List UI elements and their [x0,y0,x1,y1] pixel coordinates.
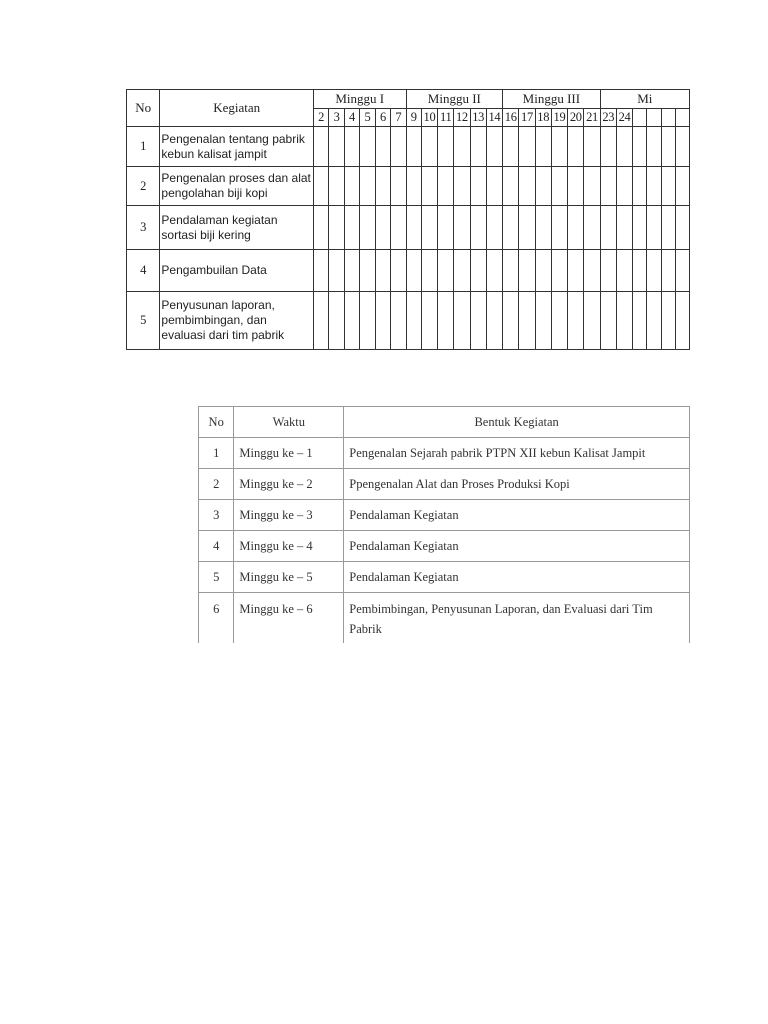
plan-row-waktu: Minggu ke – 1 [234,438,344,469]
plan-row [199,500,690,531]
schedule-row-activity: Pengambuilan Data [160,250,313,292]
schedule-cell [535,206,551,250]
day-number: 14 [486,109,502,127]
schedule-cell [438,292,454,350]
schedule-cell [633,250,647,292]
schedule-header-no: No [127,90,160,127]
schedule-cell [675,250,689,292]
schedule-cell [391,206,406,250]
day-number: 23 [600,109,616,127]
plan-row-bentuk: Pendalaman Kegiatan [344,500,690,531]
plan-row-bentuk: Pembimbingan, Penyusunan Laporan, dan Evaluasi dari Tim Pabrik [344,593,690,644]
schedule-cell [406,206,421,250]
plan-row-waktu: Minggu ke – 5 [234,562,344,593]
schedule-row-no: 3 [127,206,160,250]
plan-row-bentuk: Pendalaman Kegiatan [344,562,690,593]
schedule-cell [600,250,616,292]
schedule-cell [438,250,454,292]
day-number: 20 [568,109,584,127]
day-number-empty [675,109,689,127]
schedule-row-activity: Penyusunan laporan, pembimbingan, dan evaluasi dari tim pabrik [160,292,313,350]
schedule-cell [647,127,661,167]
plan-header-no: No [199,407,234,438]
schedule-row-no: 2 [127,167,160,206]
schedule-row [127,206,690,250]
schedule-cell [406,292,421,350]
schedule-cell [584,206,600,250]
schedule-cell [375,250,390,292]
schedule-cell [486,206,502,250]
schedule-cell [329,206,344,250]
schedule-cell [421,292,437,350]
schedule-cell [568,292,584,350]
day-number: 13 [470,109,486,127]
day-number: 4 [344,109,359,127]
day-number: 9 [406,109,421,127]
day-number: 12 [454,109,470,127]
week-header-2: Minggu II [406,90,502,109]
schedule-cell [600,206,616,250]
schedule-cell [375,167,390,206]
plan-row-no: 5 [199,562,234,593]
schedule-cell [661,167,675,206]
plan-row-no: 3 [199,500,234,531]
schedule-cell [360,167,375,206]
schedule-cell [375,206,390,250]
schedule-row [127,292,690,350]
schedule-cell [344,250,359,292]
schedule-cell [360,127,375,167]
schedule-cell [535,292,551,350]
weekly-plan-table [198,406,690,643]
plan-header-waktu: Waktu [234,407,344,438]
plan-header-bentuk: Bentuk Kegiatan [344,407,690,438]
schedule-cell [675,292,689,350]
schedule-cell [344,167,359,206]
schedule-table-container [126,89,690,351]
schedule-cell [633,127,647,167]
schedule-cell [584,250,600,292]
plan-row [199,562,690,593]
schedule-body [127,127,690,350]
schedule-cell [600,292,616,350]
day-number: 11 [438,109,454,127]
schedule-cell [486,127,502,167]
schedule-cell [360,206,375,250]
schedule-cell [584,292,600,350]
schedule-cell [454,292,470,350]
day-number-empty [633,109,647,127]
schedule-cell [470,292,486,350]
schedule-cell [647,206,661,250]
weekly-plan-container [198,406,690,643]
schedule-cell [675,127,689,167]
schedule-cell [568,127,584,167]
schedule-cell [503,167,519,206]
plan-row-waktu: Minggu ke – 4 [234,531,344,562]
schedule-cell [519,292,535,350]
schedule-cell [313,292,328,350]
schedule-cell [470,206,486,250]
schedule-cell [438,206,454,250]
schedule-cell [616,292,632,350]
schedule-row-no: 5 [127,292,160,350]
plan-header-row [199,407,690,438]
plan-row-waktu: Minggu ke – 2 [234,469,344,500]
schedule-cell [503,292,519,350]
schedule-cell [633,292,647,350]
plan-row [199,531,690,562]
schedule-cell [551,292,567,350]
day-number-empty [661,109,675,127]
schedule-cell [503,206,519,250]
schedule-cell [486,167,502,206]
schedule-cell [519,250,535,292]
schedule-cell [568,250,584,292]
schedule-cell [406,167,421,206]
schedule-cell [406,250,421,292]
plan-row-bentuk: Ppengenalan Alat dan Proses Produksi Kopi [344,469,690,500]
schedule-cell [313,206,328,250]
day-number-empty [647,109,661,127]
schedule-cell [503,250,519,292]
schedule-cell [486,292,502,350]
schedule-row-activity: Pendalaman kegiatan sortasi biji kering [160,206,313,250]
schedule-row [127,167,690,206]
schedule-cell [551,250,567,292]
schedule-cell [344,292,359,350]
week-header-4: Mi [600,90,689,109]
plan-row-waktu: Minggu ke – 3 [234,500,344,531]
plan-row-no: 2 [199,469,234,500]
schedule-cell [647,292,661,350]
week-header-3: Minggu III [503,90,601,109]
plan-row [199,593,690,644]
day-number: 16 [503,109,519,127]
schedule-cell [535,167,551,206]
schedule-cell [454,167,470,206]
schedule-cell [375,127,390,167]
plan-row-bentuk: Pendalaman Kegiatan [344,531,690,562]
schedule-cell [633,167,647,206]
schedule-cell [470,250,486,292]
schedule-cell [661,292,675,350]
schedule-cell [616,167,632,206]
schedule-cell [551,127,567,167]
schedule-header-kegiatan: Kegiatan [160,90,313,127]
schedule-cell [391,127,406,167]
schedule-cell [421,250,437,292]
schedule-table [126,89,690,350]
day-number: 17 [519,109,535,127]
schedule-cell [519,127,535,167]
schedule-cell [329,250,344,292]
schedule-cell [616,250,632,292]
schedule-cell [391,250,406,292]
schedule-cell [391,292,406,350]
schedule-cell [486,250,502,292]
schedule-cell [329,167,344,206]
schedule-cell [329,127,344,167]
schedule-cell [519,167,535,206]
schedule-cell [438,167,454,206]
day-number: 24 [616,109,632,127]
schedule-cell [406,127,421,167]
schedule-cell [421,167,437,206]
schedule-cell [470,167,486,206]
schedule-cell [661,127,675,167]
schedule-cell [675,206,689,250]
week-header-1: Minggu I [313,90,406,109]
schedule-cell [535,250,551,292]
day-number: 10 [421,109,437,127]
schedule-cell [360,250,375,292]
schedule-row-activity: Pengenalan tentang pabrik kebun kalisat jampit [160,127,313,167]
schedule-cell [568,206,584,250]
schedule-cell [647,250,661,292]
schedule-cell [454,206,470,250]
schedule-cell [438,127,454,167]
schedule-cell [313,127,328,167]
schedule-row-activity: Pengenalan proses dan alat pengolahan biji kopi [160,167,313,206]
schedule-cell [313,250,328,292]
schedule-cell [551,206,567,250]
plan-body [199,438,690,644]
schedule-cell [647,167,661,206]
day-number: 5 [360,109,375,127]
schedule-cell [616,206,632,250]
day-number: 21 [584,109,600,127]
plan-row-no: 6 [199,593,234,644]
schedule-cell [633,206,647,250]
schedule-cell [344,127,359,167]
schedule-week-header-row [127,90,690,109]
schedule-cell [661,250,675,292]
schedule-cell [519,206,535,250]
day-number: 7 [391,109,406,127]
day-number: 6 [375,109,390,127]
schedule-row [127,250,690,292]
plan-row-waktu: Minggu ke – 6 [234,593,344,644]
schedule-cell [600,127,616,167]
schedule-row-no: 1 [127,127,160,167]
plan-row [199,469,690,500]
schedule-cell [454,127,470,167]
schedule-row-no: 4 [127,250,160,292]
schedule-cell [470,127,486,167]
schedule-cell [616,127,632,167]
schedule-cell [391,167,406,206]
schedule-cell [503,127,519,167]
day-number: 3 [329,109,344,127]
schedule-cell [675,167,689,206]
day-number: 2 [313,109,328,127]
schedule-row [127,127,690,167]
schedule-cell [535,127,551,167]
plan-row-no: 1 [199,438,234,469]
schedule-cell [421,127,437,167]
schedule-cell [551,167,567,206]
day-number: 19 [551,109,567,127]
schedule-cell [360,292,375,350]
day-number: 18 [535,109,551,127]
plan-row [199,438,690,469]
schedule-cell [421,206,437,250]
schedule-cell [600,167,616,206]
schedule-cell [584,167,600,206]
schedule-cell [344,206,359,250]
plan-row-no: 4 [199,531,234,562]
schedule-cell [329,292,344,350]
schedule-cell [313,167,328,206]
schedule-cell [454,250,470,292]
schedule-cell [568,167,584,206]
schedule-cell [584,127,600,167]
schedule-cell [375,292,390,350]
plan-row-bentuk: Pengenalan Sejarah pabrik PTPN XII kebun Kalisat Jampit [344,438,690,469]
schedule-cell [661,206,675,250]
